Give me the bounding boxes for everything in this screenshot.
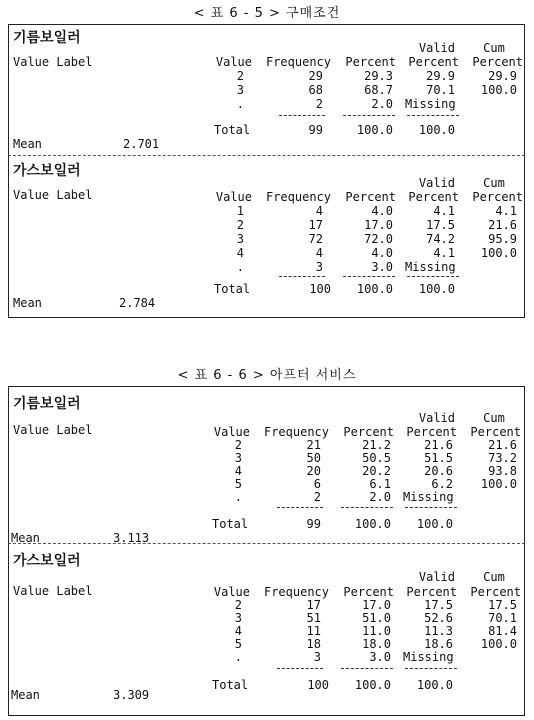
header-percent: Percent	[345, 55, 396, 69]
mean-value: 3.309	[113, 688, 150, 702]
total-rule	[341, 507, 393, 508]
table-caption: < 표 6 - 5 > 구매조건	[193, 6, 341, 21]
header-percent: Percent	[343, 425, 394, 439]
row-cum: 93.8	[488, 464, 517, 478]
row-percent: 51.0	[362, 611, 391, 625]
header-percent: Percent	[343, 585, 394, 599]
row-percent: 68.7	[364, 83, 393, 97]
mean-label: Mean	[13, 137, 42, 151]
row-percent: 17.0	[364, 218, 393, 232]
row-frequency: 68	[308, 83, 323, 97]
group-title: 기름보일러	[13, 396, 81, 412]
row-percent: 17.0	[362, 598, 391, 612]
total-frequency: 100	[307, 678, 329, 692]
row-valid-missing: Missing	[403, 650, 454, 664]
row-percent: 21.2	[362, 438, 391, 452]
row-percent: 2.0	[371, 97, 393, 111]
row-cum: 95.9	[488, 232, 517, 246]
row-percent: 3.0	[369, 650, 391, 664]
row-frequency: 50	[306, 451, 321, 465]
total-rule	[343, 115, 395, 116]
row-value: 2	[236, 69, 244, 83]
row-cum: 81.4	[488, 624, 517, 638]
row-valid: 51.5	[424, 451, 453, 465]
row-frequency: 17	[306, 598, 321, 612]
total-frequency: 99	[308, 123, 323, 137]
row-frequency: 2	[313, 490, 321, 504]
total-valid: 100.0	[416, 678, 453, 692]
row-frequency: 18	[306, 637, 321, 651]
row-percent: 4.0	[371, 246, 393, 260]
row-frequency: 2	[315, 97, 323, 111]
row-value: 5	[234, 637, 242, 651]
total-valid: 100.0	[418, 123, 455, 137]
value-label-header: Value Label	[13, 584, 93, 598]
mean-value: 2.701	[123, 137, 160, 151]
row-valid-missing: Missing	[405, 260, 456, 274]
row-frequency: 17	[308, 218, 323, 232]
row-valid: 6.2	[431, 477, 453, 491]
row-frequency: 20	[306, 464, 321, 478]
row-cum: 70.1	[488, 611, 517, 625]
row-valid-missing: Missing	[403, 490, 454, 504]
row-percent: 2.0	[369, 490, 391, 504]
row-value: 4	[236, 246, 244, 260]
mean-value: 3.113	[113, 531, 150, 545]
row-frequency: 6	[313, 477, 321, 491]
row-value: .	[236, 97, 244, 111]
mean-value: 2.784	[119, 296, 156, 310]
row-valid-missing: Missing	[405, 97, 456, 111]
header-cum-top: Cum	[483, 570, 505, 584]
header-frequency: Frequency	[263, 425, 329, 439]
header-cum-percent: Percent	[470, 425, 521, 439]
mean-label: Mean	[13, 296, 42, 310]
total-percent: 100.0	[354, 517, 391, 531]
frequency-table-oil-boiler	[8, 386, 525, 544]
row-value: 4	[234, 464, 242, 478]
total-rule	[341, 668, 393, 669]
row-percent: 20.2	[362, 464, 391, 478]
frequency-table-oil-boiler	[8, 24, 525, 156]
row-frequency: 11	[306, 624, 321, 638]
row-cum: 17.5	[488, 598, 517, 612]
row-valid: 17.5	[426, 218, 455, 232]
row-valid: 74.2	[426, 232, 455, 246]
row-value: 3	[236, 83, 244, 97]
row-cum: 100.0	[480, 246, 517, 260]
header-percent: Percent	[345, 190, 396, 204]
group-title: 가스보일러	[13, 553, 81, 569]
row-cum: 100.0	[480, 637, 517, 651]
row-percent: 50.5	[362, 451, 391, 465]
row-value: 3	[234, 451, 242, 465]
row-value: 2	[234, 438, 242, 452]
row-frequency: 72	[308, 232, 323, 246]
row-frequency: 4	[315, 246, 323, 260]
row-valid: 18.6	[424, 637, 453, 651]
header-value: Value	[213, 425, 250, 439]
header-cum-percent: Percent	[470, 585, 521, 599]
row-percent: 6.1	[369, 477, 391, 491]
row-valid: 20.6	[424, 464, 453, 478]
row-valid: 29.9	[426, 69, 455, 83]
total-valid: 100.0	[418, 282, 455, 296]
header-valid-percent: Percent	[406, 585, 457, 599]
row-valid: 21.6	[424, 438, 453, 452]
header-value: Value	[213, 585, 250, 599]
row-percent: 4.0	[371, 204, 393, 218]
total-label: Total	[214, 123, 251, 137]
frequency-table-gas-boiler	[8, 156, 525, 318]
header-cum-percent: Percent	[472, 190, 523, 204]
total-rule	[277, 668, 323, 669]
total-percent: 100.0	[356, 123, 393, 137]
group-title: 가스보일러	[13, 163, 81, 179]
row-value: 4	[234, 624, 242, 638]
header-valid-top: Valid	[418, 176, 455, 190]
header-value: Value	[215, 190, 252, 204]
row-cum: 21.6	[488, 438, 517, 452]
total-rule	[343, 276, 395, 277]
row-percent: 11.0	[362, 624, 391, 638]
header-frequency: Frequency	[265, 190, 331, 204]
row-frequency: 3	[313, 650, 321, 664]
value-label-header: Value Label	[13, 423, 93, 437]
total-rule	[277, 507, 323, 508]
group-title: 기름보일러	[13, 30, 81, 46]
value-label-header: Value Label	[13, 188, 93, 202]
row-value: 1	[236, 204, 244, 218]
header-valid-percent: Percent	[406, 425, 457, 439]
total-percent: 100.0	[354, 678, 391, 692]
row-frequency: 21	[306, 438, 321, 452]
row-valid: 52.6	[424, 611, 453, 625]
row-frequency: 3	[315, 260, 323, 274]
row-cum: 4.1	[495, 204, 517, 218]
total-rule	[407, 115, 459, 116]
value-label-header: Value Label	[13, 55, 93, 69]
mean-label: Mean	[11, 531, 40, 545]
row-frequency: 29	[308, 69, 323, 83]
total-rule	[405, 668, 457, 669]
total-label: Total	[212, 517, 249, 531]
row-cum: 100.0	[480, 477, 517, 491]
header-valid-percent: Percent	[408, 55, 459, 69]
row-value: .	[236, 260, 244, 274]
total-percent: 100.0	[356, 282, 393, 296]
row-value: 3	[234, 611, 242, 625]
table-caption: < 표 6 - 6 > 아프터 서비스	[177, 368, 357, 383]
total-frequency: 100	[309, 282, 331, 296]
total-label: Total	[214, 282, 251, 296]
row-percent: 72.0	[364, 232, 393, 246]
total-valid: 100.0	[416, 517, 453, 531]
row-percent: 3.0	[371, 260, 393, 274]
row-value: 2	[236, 218, 244, 232]
row-percent: 29.3	[364, 69, 393, 83]
total-rule	[407, 276, 459, 277]
total-frequency: 99	[306, 517, 321, 531]
row-cum: 21.6	[488, 218, 517, 232]
header-cum-top: Cum	[483, 411, 505, 425]
row-percent: 18.0	[362, 637, 391, 651]
frequency-table-gas-boiler	[8, 544, 525, 716]
row-valid: 4.1	[433, 204, 455, 218]
header-cum-top: Cum	[483, 41, 505, 55]
header-valid-percent: Percent	[408, 190, 459, 204]
header-cum-percent: Percent	[472, 55, 523, 69]
total-label: Total	[212, 678, 249, 692]
total-rule	[279, 115, 325, 116]
row-value: .	[234, 650, 242, 664]
row-frequency: 4	[315, 204, 323, 218]
row-value: .	[234, 490, 242, 504]
row-value: 5	[234, 477, 242, 491]
header-frequency: Frequency	[263, 585, 329, 599]
mean-label: Mean	[11, 688, 40, 702]
row-value: 2	[234, 598, 242, 612]
total-rule	[279, 276, 325, 277]
row-cum: 29.9	[488, 69, 517, 83]
row-valid: 11.3	[424, 624, 453, 638]
total-rule	[405, 507, 457, 508]
row-valid: 70.1	[426, 83, 455, 97]
header-cum-top: Cum	[483, 176, 505, 190]
row-cum: 100.0	[480, 83, 517, 97]
header-valid-top: Valid	[418, 41, 455, 55]
row-valid: 4.1	[433, 246, 455, 260]
row-valid: 17.5	[424, 598, 453, 612]
header-valid-top: Valid	[418, 411, 455, 425]
row-frequency: 51	[306, 611, 321, 625]
row-value: 3	[236, 232, 244, 246]
row-cum: 73.2	[488, 451, 517, 465]
header-frequency: Frequency	[265, 55, 331, 69]
header-value: Value	[215, 55, 252, 69]
header-valid-top: Valid	[418, 570, 455, 584]
